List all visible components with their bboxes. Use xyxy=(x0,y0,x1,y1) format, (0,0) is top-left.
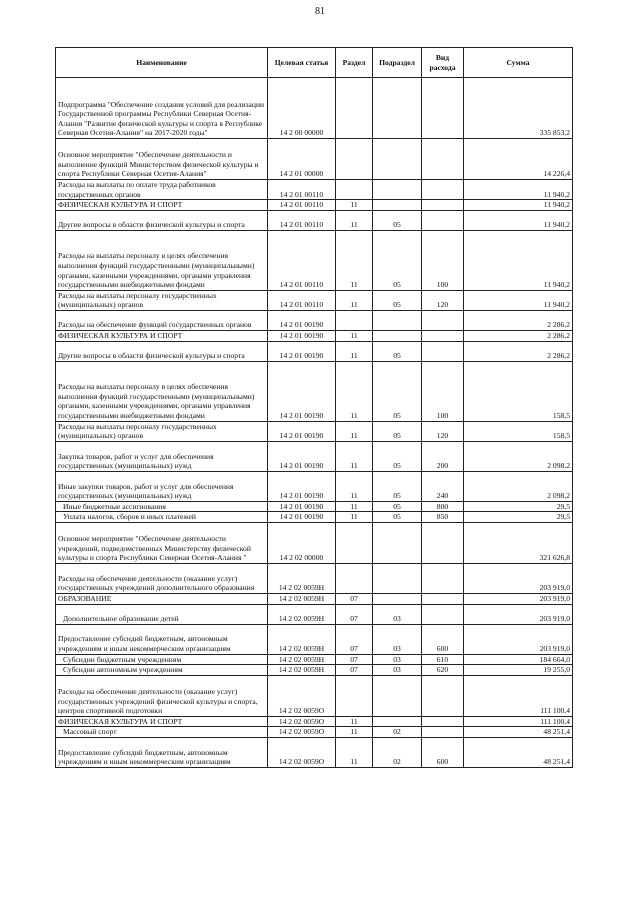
row-section-cell: 11 xyxy=(336,341,373,361)
row-target-cell: 14 2 01 00110 xyxy=(268,200,336,211)
row-section-cell: 11 xyxy=(336,737,373,767)
row-sum-cell: 158,5 xyxy=(464,361,573,421)
row-subsection-cell xyxy=(373,563,422,593)
table-row xyxy=(56,361,573,421)
row-subsection-cell xyxy=(373,593,422,604)
table-row xyxy=(56,421,573,441)
row-expense-type-cell: 120 xyxy=(422,421,464,441)
row-target-cell: 14 2 02 0059Н xyxy=(268,563,336,593)
row-sum-cell: 111 100,4 xyxy=(464,675,573,716)
row-expense-type-cell: 620 xyxy=(422,665,464,676)
row-subsection-cell xyxy=(373,675,422,716)
row-subsection-cell: 05 xyxy=(373,210,422,230)
row-section-cell xyxy=(336,522,373,563)
row-name-cell: Иные закупки товаров, работ и услуг для обеспечения государственных (муниципальных) нужд xyxy=(56,471,268,501)
row-expense-type-cell: 800 xyxy=(422,501,464,512)
table-row xyxy=(56,310,573,330)
row-sum-cell: 158,5 xyxy=(464,421,573,441)
row-subsection-cell xyxy=(373,330,422,341)
row-target-cell: 14 2 01 00190 xyxy=(268,310,336,330)
row-name-cell: Предоставление субсидий бюджетным, автономным учреждениям и иным некоммерческим организациям xyxy=(56,737,268,767)
row-expense-type-cell xyxy=(422,522,464,563)
row-subsection-cell: 03 xyxy=(373,665,422,676)
row-expense-type-cell xyxy=(422,139,464,180)
row-sum-cell: 11 940,2 xyxy=(464,210,573,230)
row-target-cell: 14 2 02 0059О xyxy=(268,675,336,716)
row-section-cell xyxy=(336,310,373,330)
row-sum-cell: 203 919,0 xyxy=(464,624,573,654)
table-row xyxy=(56,675,573,716)
row-target-cell: 14 2 01 00110 xyxy=(268,290,336,310)
row-section-cell xyxy=(336,675,373,716)
row-subsection-cell xyxy=(373,180,422,200)
row-target-cell: 14 2 00 00000 xyxy=(268,78,336,139)
row-expense-type-cell xyxy=(422,716,464,727)
row-subsection-cell: 05 xyxy=(373,421,422,441)
row-name-cell: ФИЗИЧЕСКАЯ КУЛЬТУРА И СПОРТ xyxy=(56,330,268,341)
header-name: Наименование xyxy=(56,48,268,78)
table-row xyxy=(56,665,573,676)
row-expense-type-cell: 240 xyxy=(422,471,464,501)
row-name-cell: ФИЗИЧЕСКАЯ КУЛЬТУРА И СПОРТ xyxy=(56,716,268,727)
row-expense-type-cell: 100 xyxy=(422,361,464,421)
row-name-cell: Закупка товаров, работ и услуг для обеспечения государственных (муниципальных) нужд xyxy=(56,441,268,471)
row-expense-type-cell: 600 xyxy=(422,737,464,767)
row-section-cell: 11 xyxy=(336,441,373,471)
row-target-cell: 14 2 01 00110 xyxy=(268,180,336,200)
row-sum-cell: 335 853,2 xyxy=(464,78,573,139)
row-expense-type-cell xyxy=(422,78,464,139)
row-target-cell: 14 2 01 00190 xyxy=(268,441,336,471)
row-target-cell: 14 2 02 0059О xyxy=(268,727,336,738)
row-sum-cell: 2 286,2 xyxy=(464,330,573,341)
table-row xyxy=(56,330,573,341)
row-section-cell: 11 xyxy=(336,200,373,211)
row-section-cell: 11 xyxy=(336,330,373,341)
row-sum-cell: 2 286,2 xyxy=(464,310,573,330)
row-section-cell: 11 xyxy=(336,290,373,310)
row-target-cell: 14 2 01 00190 xyxy=(268,471,336,501)
row-section-cell: 11 xyxy=(336,501,373,512)
row-sum-cell: 203 919,0 xyxy=(464,563,573,593)
row-section-cell: 11 xyxy=(336,230,373,290)
row-subsection-cell: 03 xyxy=(373,624,422,654)
table-row xyxy=(56,604,573,624)
row-name-cell: Расходы на выплаты персоналу государственных (муниципальных) органов xyxy=(56,290,268,310)
row-expense-type-cell xyxy=(422,310,464,330)
row-sum-cell: 203 919,0 xyxy=(464,604,573,624)
row-expense-type-cell: 600 xyxy=(422,624,464,654)
table-row xyxy=(56,593,573,604)
table-row xyxy=(56,471,573,501)
row-section-cell: 07 xyxy=(336,593,373,604)
table-row xyxy=(56,737,573,767)
table-row xyxy=(56,563,573,593)
row-target-cell: 14 2 02 0059Н xyxy=(268,654,336,665)
row-name-cell: Расходы на обеспечение функций государственных органов xyxy=(56,310,268,330)
row-name-cell: Другие вопросы в области физической культуры и спорта xyxy=(56,210,268,230)
row-sum-cell: 48 251,4 xyxy=(464,727,573,738)
row-section-cell: 11 xyxy=(336,727,373,738)
row-target-cell: 14 2 01 00110 xyxy=(268,230,336,290)
row-name-cell: Расходы на выплаты персоналу в целях обеспечения выполнения функций государственными (муниципальными) органами, казенными учреждениями, органами управления государственными внебюджетными фондами xyxy=(56,230,268,290)
table-row xyxy=(56,624,573,654)
row-subsection-cell: 05 xyxy=(373,501,422,512)
row-sum-cell: 2 098,2 xyxy=(464,471,573,501)
row-expense-type-cell xyxy=(422,210,464,230)
row-subsection-cell: 02 xyxy=(373,737,422,767)
row-name-cell: Предоставление субсидий бюджетным, автономным учреждениям и иным некоммерческим организациям xyxy=(56,624,268,654)
row-sum-cell: 2 286,2 xyxy=(464,341,573,361)
row-target-cell: 14 2 02 0059Н xyxy=(268,604,336,624)
row-target-cell: 14 2 02 0059Н xyxy=(268,593,336,604)
table-row xyxy=(56,180,573,200)
row-subsection-cell xyxy=(373,716,422,727)
row-sum-cell: 19 255,0 xyxy=(464,665,573,676)
table-row xyxy=(56,341,573,361)
row-expense-type-cell xyxy=(422,341,464,361)
row-target-cell: 14 2 01 00110 xyxy=(268,210,336,230)
row-sum-cell: 321 626,8 xyxy=(464,522,573,563)
row-name-cell: Другие вопросы в области физической культуры и спорта xyxy=(56,341,268,361)
row-name-cell: Расходы на выплаты персоналу государственных (муниципальных) органов xyxy=(56,421,268,441)
row-sum-cell: 11 940,2 xyxy=(464,200,573,211)
row-subsection-cell: 05 xyxy=(373,471,422,501)
row-section-cell: 11 xyxy=(336,421,373,441)
row-sum-cell: 184 664,0 xyxy=(464,654,573,665)
row-sum-cell: 2 098,2 xyxy=(464,441,573,471)
row-subsection-cell xyxy=(373,139,422,180)
header-section: Раздел xyxy=(336,48,373,78)
table-header-row xyxy=(56,48,573,78)
row-subsection-cell xyxy=(373,522,422,563)
row-expense-type-cell xyxy=(422,200,464,211)
row-sum-cell: 29,5 xyxy=(464,501,573,512)
table-row xyxy=(56,727,573,738)
table-row xyxy=(56,512,573,523)
row-name-cell: Основное мероприятие "Обеспечение деятельности учреждений, подведомственных Министерству физической культуры и спорта Республики Северная Осетия-Алания " xyxy=(56,522,268,563)
row-subsection-cell xyxy=(373,310,422,330)
row-name-cell: Расходы на обеспечение деятельности (оказание услуг) государственных учреждений физической культуры и спорта, центров спортивной подготовки xyxy=(56,675,268,716)
row-sum-cell: 111 100,4 xyxy=(464,716,573,727)
row-name-cell: Дополнительное образование детей xyxy=(56,604,268,624)
row-expense-type-cell: 610 xyxy=(422,654,464,665)
row-sum-cell: 29,5 xyxy=(464,512,573,523)
table-row xyxy=(56,139,573,180)
row-subsection-cell: 05 xyxy=(373,441,422,471)
row-target-cell: 14 2 02 0059О xyxy=(268,716,336,727)
row-subsection-cell: 05 xyxy=(373,230,422,290)
row-subsection-cell: 05 xyxy=(373,290,422,310)
table-row xyxy=(56,501,573,512)
table-row xyxy=(56,522,573,563)
budget-table xyxy=(55,47,573,768)
row-subsection-cell: 03 xyxy=(373,654,422,665)
row-sum-cell: 11 940,2 xyxy=(464,180,573,200)
row-expense-type-cell: 100 xyxy=(422,230,464,290)
row-expense-type-cell xyxy=(422,604,464,624)
page-number: 81 xyxy=(315,6,325,17)
row-section-cell xyxy=(336,139,373,180)
row-target-cell: 14 2 01 00190 xyxy=(268,341,336,361)
row-expense-type-cell xyxy=(422,180,464,200)
row-sum-cell: 11 940,2 xyxy=(464,230,573,290)
row-name-cell: Субсидии автономным учреждениям xyxy=(56,665,268,676)
row-target-cell: 14 2 01 00190 xyxy=(268,361,336,421)
table-row xyxy=(56,230,573,290)
row-subsection-cell: 05 xyxy=(373,361,422,421)
row-section-cell xyxy=(336,180,373,200)
row-sum-cell: 203 919,0 xyxy=(464,593,573,604)
row-section-cell: 07 xyxy=(336,604,373,624)
row-target-cell: 14 2 01 00190 xyxy=(268,421,336,441)
row-section-cell: 07 xyxy=(336,624,373,654)
row-subsection-cell: 05 xyxy=(373,341,422,361)
header-target: Целевая статья xyxy=(268,48,336,78)
row-subsection-cell xyxy=(373,200,422,211)
header-subsection: Подраздел xyxy=(373,48,422,78)
table-row xyxy=(56,654,573,665)
row-section-cell xyxy=(336,78,373,139)
row-expense-type-cell xyxy=(422,675,464,716)
row-subsection-cell xyxy=(373,78,422,139)
table-row xyxy=(56,210,573,230)
row-section-cell: 11 xyxy=(336,716,373,727)
table-row xyxy=(56,716,573,727)
row-subsection-cell: 02 xyxy=(373,727,422,738)
row-target-cell: 14 2 02 0059О xyxy=(268,737,336,767)
row-name-cell: Подпрограмма "Обеспечение создания условий для реализации Государственной программы Республики Северная Осетия-Алания "Развитие физической культуры и спорта в Республике Северная Осетия-Алания" на 2017-2020 годы" xyxy=(56,78,268,139)
row-name-cell: Расходы на обеспечение деятельности (оказание услуг) государственных учреждений дополнительного образования xyxy=(56,563,268,593)
row-sum-cell: 14 226,4 xyxy=(464,139,573,180)
table-row xyxy=(56,290,573,310)
row-expense-type-cell: 850 xyxy=(422,512,464,523)
row-name-cell: Расходы на выплаты по оплате труда работников государственных органов xyxy=(56,180,268,200)
row-expense-type-cell: 200 xyxy=(422,441,464,471)
row-sum-cell: 11 940,2 xyxy=(464,290,573,310)
row-section-cell: 11 xyxy=(336,361,373,421)
row-target-cell: 14 2 01 00190 xyxy=(268,512,336,523)
row-target-cell: 14 2 02 0059Н xyxy=(268,624,336,654)
row-subsection-cell: 05 xyxy=(373,512,422,523)
row-name-cell: Расходы на выплаты персоналу в целях обеспечения выполнения функций государственными (муниципальными) органами, казенными учреждениями, органами управления государственными внебюджетными фондами xyxy=(56,361,268,421)
row-target-cell: 14 2 02 00000 xyxy=(268,522,336,563)
row-section-cell: 07 xyxy=(336,665,373,676)
table-row xyxy=(56,78,573,139)
row-section-cell: 11 xyxy=(336,471,373,501)
table-row xyxy=(56,441,573,471)
row-target-cell: 14 2 02 0059Н xyxy=(268,665,336,676)
row-expense-type-cell: 120 xyxy=(422,290,464,310)
row-target-cell: 14 2 01 00190 xyxy=(268,330,336,341)
row-name-cell: ОБРАЗОВАНИЕ xyxy=(56,593,268,604)
header-expense-type: Вид расхода xyxy=(422,48,464,78)
row-expense-type-cell xyxy=(422,563,464,593)
row-name-cell: Уплата налогов, сборов и иных платежей xyxy=(56,512,268,523)
row-section-cell xyxy=(336,563,373,593)
row-section-cell: 11 xyxy=(336,512,373,523)
row-sum-cell: 48 251,4 xyxy=(464,737,573,767)
row-name-cell: Основное мероприятие "Обеспечение деятельности и выполнение функций Министерством физической культуры и спорта Республики Северная Осетия-Алания" xyxy=(56,139,268,180)
row-section-cell: 07 xyxy=(336,654,373,665)
row-subsection-cell: 03 xyxy=(373,604,422,624)
row-name-cell: ФИЗИЧЕСКАЯ КУЛЬТУРА И СПОРТ xyxy=(56,200,268,211)
row-section-cell: 11 xyxy=(336,210,373,230)
row-name-cell: Массовый спорт xyxy=(56,727,268,738)
row-name-cell: Субсидии бюджетным учреждениям xyxy=(56,654,268,665)
row-name-cell: Иные бюджетные ассигнования xyxy=(56,501,268,512)
header-sum: Сумма xyxy=(464,48,573,78)
row-expense-type-cell xyxy=(422,593,464,604)
row-target-cell: 14 2 01 00190 xyxy=(268,501,336,512)
row-target-cell: 14 2 01 00000 xyxy=(268,139,336,180)
row-expense-type-cell xyxy=(422,330,464,341)
row-expense-type-cell xyxy=(422,727,464,738)
table-row xyxy=(56,200,573,211)
